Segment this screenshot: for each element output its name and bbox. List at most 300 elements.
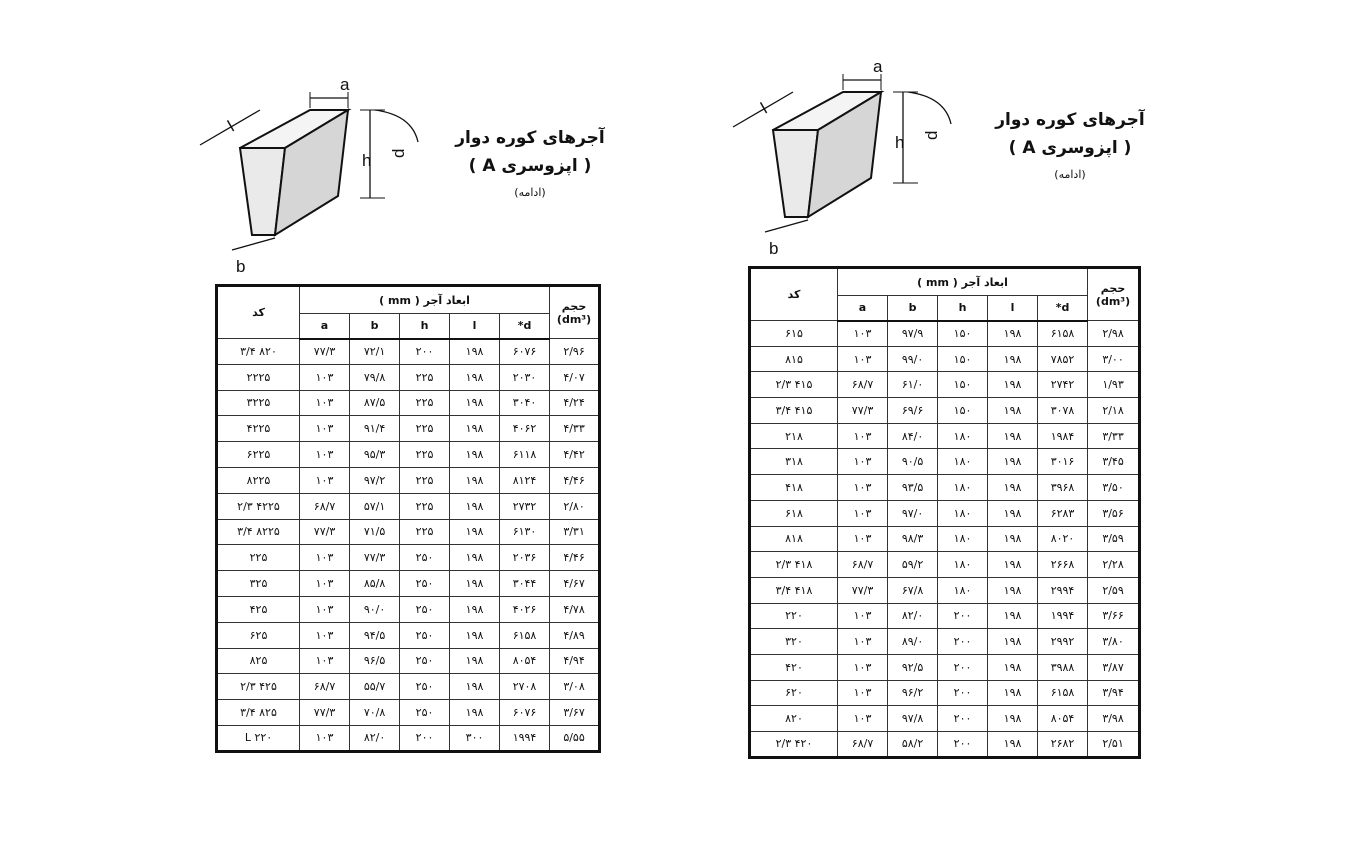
left-brick-table — [215, 284, 601, 753]
cell-h: ۱۸۰ — [938, 526, 988, 552]
dim-label-a: a — [340, 75, 350, 94]
cell-l: ۱۹۸ — [988, 500, 1038, 526]
table-row — [750, 680, 1140, 706]
cell-volume: ۴/۰۷ — [550, 364, 600, 390]
cell-d: ۴۰۲۶ — [500, 596, 550, 622]
cell-d: ۳۹۸۸ — [1038, 654, 1088, 680]
col-header-d: d* — [1038, 296, 1088, 321]
table-row — [750, 500, 1140, 526]
table-row — [750, 526, 1140, 552]
cell-code: ۶۲۲۵ — [217, 442, 300, 468]
cell-b: ۷۹/۸ — [350, 364, 400, 390]
cell-a: ۱۰۳ — [838, 654, 888, 680]
cell-h: ۱۸۰ — [938, 552, 988, 578]
table-row — [750, 629, 1140, 655]
cell-b: ۹۴/۵ — [350, 622, 400, 648]
cell-h: ۲۰۰ — [400, 339, 450, 365]
cell-volume: ۵/۵۵ — [550, 725, 600, 751]
cell-b: ۹۶/۲ — [888, 680, 938, 706]
table-row — [750, 372, 1140, 398]
cell-code: ۲۲۰ L — [217, 725, 300, 751]
cell-b: ۵۹/۲ — [888, 552, 938, 578]
cell-a: ۱۰۳ — [838, 706, 888, 732]
cell-l: ۱۹۸ — [988, 398, 1038, 424]
table-row — [750, 423, 1140, 449]
cell-code: ۸۲۲۵ — [217, 467, 300, 493]
dim-label-d: d — [922, 130, 941, 140]
cell-b: ۹۶/۵ — [350, 648, 400, 674]
cell-l: ۱۹۸ — [988, 526, 1038, 552]
cell-a: ۷۷/۳ — [300, 700, 350, 726]
right-title-block — [980, 110, 1160, 181]
cell-l: ۱۹۸ — [988, 475, 1038, 501]
cell-l: ۱۹۸ — [988, 577, 1038, 603]
col-header-l: l — [988, 296, 1038, 321]
cell-a: ۱۰۳ — [838, 346, 888, 372]
right-title: آجرهای کوره دوار — [995, 110, 1145, 130]
col-header-h: h — [938, 296, 988, 321]
table-row — [217, 622, 600, 648]
cell-d: ۶۱۵۸ — [1038, 321, 1088, 347]
cell-h: ۲۰۰ — [400, 725, 450, 751]
cell-code: ۸۲۵ ۳/۴ — [217, 700, 300, 726]
cell-l: ۱۹۸ — [450, 339, 500, 365]
col-header-h: h — [400, 314, 450, 339]
cell-code: ۸۲۰ ۳/۴ — [217, 339, 300, 365]
cell-volume: ۳/۸۷ — [1088, 654, 1140, 680]
cell-b: ۵۵/۷ — [350, 674, 400, 700]
cell-b: ۶۷/۸ — [888, 577, 938, 603]
cell-d: ۸۰۵۴ — [500, 648, 550, 674]
table-row — [217, 519, 600, 545]
cell-l: ۱۹۸ — [450, 596, 500, 622]
cell-code: ۸۲۲۵ ۳/۴ — [217, 519, 300, 545]
cell-h: ۲۰۰ — [938, 732, 988, 758]
cell-d: ۲۷۴۲ — [1038, 372, 1088, 398]
cell-d: ۸۰۲۰ — [1038, 526, 1088, 552]
cell-a: ۱۰۳ — [838, 680, 888, 706]
cell-d: ۷۸۵۲ — [1038, 346, 1088, 372]
cell-volume: ۲/۹۸ — [1088, 321, 1140, 347]
table-row — [217, 493, 600, 519]
cell-h: ۲۵۰ — [400, 622, 450, 648]
cell-h: ۲۲۵ — [400, 390, 450, 416]
cell-b: ۹۱/۴ — [350, 416, 400, 442]
cell-l: ۱۹۸ — [988, 372, 1038, 398]
cell-a: ۱۰۳ — [300, 648, 350, 674]
table-row — [750, 321, 1140, 347]
cell-b: ۷۷/۳ — [350, 545, 400, 571]
cell-volume: ۳/۴۵ — [1088, 449, 1140, 475]
cell-h: ۲۰۰ — [938, 654, 988, 680]
cell-d: ۶۱۱۸ — [500, 442, 550, 468]
cell-volume: ۲/۱۸ — [1088, 398, 1140, 424]
cell-code: ۴۱۸ ۲/۳ — [750, 552, 838, 578]
cell-volume: ۴/۲۴ — [550, 390, 600, 416]
left-title-block — [440, 128, 620, 199]
col-header-d: d* — [500, 314, 550, 339]
cell-h: ۲۲۵ — [400, 416, 450, 442]
cell-l: ۱۹۸ — [450, 519, 500, 545]
cell-code: ۲۲۵ — [217, 545, 300, 571]
left-continued-note: (ادامه) — [514, 186, 546, 199]
cell-code: ۴۲۲۵ — [217, 416, 300, 442]
cell-code: ۳۱۸ — [750, 449, 838, 475]
cell-d: ۲۹۹۲ — [1038, 629, 1088, 655]
cell-a: ۱۰۳ — [838, 526, 888, 552]
cell-l: ۱۹۸ — [450, 622, 500, 648]
col-header-b: b — [888, 296, 938, 321]
cell-b: ۵۷/۱ — [350, 493, 400, 519]
cell-l: ۱۹۸ — [988, 423, 1038, 449]
cell-d: ۸۰۵۴ — [1038, 706, 1088, 732]
cell-volume: ۴/۴۲ — [550, 442, 600, 468]
cell-d: ۱۹۹۴ — [1038, 603, 1088, 629]
cell-l: ۱۹۸ — [450, 674, 500, 700]
cell-b: ۵۸/۲ — [888, 732, 938, 758]
cell-volume: ۳/۵۹ — [1088, 526, 1140, 552]
cell-b: ۹۰/۰ — [350, 596, 400, 622]
cell-d: ۲۰۳۶ — [500, 545, 550, 571]
cell-l: ۱۹۸ — [450, 493, 500, 519]
cell-d: ۶۰۷۶ — [500, 339, 550, 365]
cell-code: ۶۲۰ — [750, 680, 838, 706]
right-subtitle: ( اپزوسری A ) — [1008, 138, 1132, 158]
dim-label-l: l — [757, 99, 771, 118]
cell-l: ۱۹۸ — [450, 364, 500, 390]
cell-a: ۱۰۳ — [300, 467, 350, 493]
cell-l: ۱۹۸ — [450, 442, 500, 468]
cell-volume: ۳/۶۶ — [1088, 603, 1140, 629]
cell-h: ۲۵۰ — [400, 700, 450, 726]
cell-a: ۱۰۳ — [838, 449, 888, 475]
cell-l: ۱۹۸ — [988, 449, 1038, 475]
cell-b: ۹۰/۵ — [888, 449, 938, 475]
table-row — [217, 390, 600, 416]
table-row — [750, 577, 1140, 603]
cell-d: ۶۰۷۶ — [500, 700, 550, 726]
cell-code: ۶۱۵ — [750, 321, 838, 347]
cell-h: ۲۵۰ — [400, 674, 450, 700]
cell-b: ۷۲/۱ — [350, 339, 400, 365]
cell-d: ۶۲۸۳ — [1038, 500, 1088, 526]
cell-a: ۱۰۳ — [300, 390, 350, 416]
cell-b: ۸۲/۰ — [888, 603, 938, 629]
cell-code: ۳۲۵ — [217, 571, 300, 597]
volume-header: حجم (dm³) — [1088, 268, 1140, 321]
cell-h: ۲۵۰ — [400, 648, 450, 674]
cell-volume: ۳/۶۷ — [550, 700, 600, 726]
cell-h: ۱۸۰ — [938, 423, 988, 449]
table-row — [217, 416, 600, 442]
cell-h: ۲۰۰ — [938, 680, 988, 706]
cell-code: ۶۲۵ — [217, 622, 300, 648]
cell-volume: ۴/۴۶ — [550, 467, 600, 493]
col-header-b: b — [350, 314, 400, 339]
cell-h: ۱۸۰ — [938, 500, 988, 526]
cell-l: ۱۹۸ — [450, 571, 500, 597]
cell-l: ۱۹۸ — [988, 603, 1038, 629]
cell-code: ۸۲۰ — [750, 706, 838, 732]
cell-h: ۲۰۰ — [938, 706, 988, 732]
cell-a: ۱۰۳ — [838, 629, 888, 655]
brick-diagram-right — [725, 55, 965, 265]
dim-label-a: a — [873, 57, 883, 76]
table-row — [750, 475, 1140, 501]
cell-code: ۴۲۰ ۲/۳ — [750, 732, 838, 758]
table-row — [217, 700, 600, 726]
table-row — [217, 648, 600, 674]
cell-volume: ۲/۵۹ — [1088, 577, 1140, 603]
table-row — [217, 545, 600, 571]
cell-l: ۱۹۸ — [988, 732, 1038, 758]
cell-d: ۳۰۱۶ — [1038, 449, 1088, 475]
cell-code: ۴۲۰ — [750, 654, 838, 680]
cell-code: ۳۲۲۵ — [217, 390, 300, 416]
cell-d: ۴۰۶۲ — [500, 416, 550, 442]
code-header: کد — [217, 286, 300, 339]
cell-l: ۳۰۰ — [450, 725, 500, 751]
cell-d: ۶۱۵۸ — [1038, 680, 1088, 706]
cell-volume: ۴/۶۷ — [550, 571, 600, 597]
cell-code: ۸۲۵ — [217, 648, 300, 674]
cell-d: ۲۷۳۲ — [500, 493, 550, 519]
dim-label-d: d — [389, 148, 408, 158]
dim-label-b: b — [236, 257, 246, 276]
cell-d: ۲۶۶۸ — [1038, 552, 1088, 578]
cell-a: ۶۸/۷ — [838, 372, 888, 398]
col-header-a: a — [300, 314, 350, 339]
cell-l: ۱۹۸ — [450, 390, 500, 416]
cell-h: ۱۸۰ — [938, 475, 988, 501]
cell-b: ۸۵/۸ — [350, 571, 400, 597]
table-row — [750, 552, 1140, 578]
cell-a: ۱۰۳ — [300, 725, 350, 751]
cell-l: ۱۹۸ — [450, 700, 500, 726]
cell-volume: ۳/۰۸ — [550, 674, 600, 700]
col-header-l: l — [450, 314, 500, 339]
cell-volume: ۳/۵۰ — [1088, 475, 1140, 501]
cell-a: ۱۰۳ — [300, 622, 350, 648]
cell-volume: ۳/۹۸ — [1088, 706, 1140, 732]
cell-code: ۴۱۵ ۲/۳ — [750, 372, 838, 398]
cell-b: ۶۱/۰ — [888, 372, 938, 398]
cell-b: ۶۹/۶ — [888, 398, 938, 424]
dim-label-b: b — [769, 239, 779, 258]
cell-h: ۲۲۵ — [400, 467, 450, 493]
cell-h: ۲۲۵ — [400, 519, 450, 545]
table-row — [217, 674, 600, 700]
dimensions-header: ابعاد آجر ( mm ) — [300, 286, 550, 314]
cell-a: ۱۰۳ — [838, 475, 888, 501]
cell-d: ۸۱۲۴ — [500, 467, 550, 493]
right-continued-note: (ادامه) — [1054, 168, 1086, 181]
cell-l: ۱۹۸ — [988, 706, 1038, 732]
table-row — [217, 467, 600, 493]
cell-a: ۱۰۳ — [300, 596, 350, 622]
left-subtitle: ( اپزوسری A ) — [468, 156, 592, 176]
cell-a: ۱۰۳ — [838, 603, 888, 629]
cell-d: ۲۹۹۴ — [1038, 577, 1088, 603]
table-row — [750, 654, 1140, 680]
table-row — [750, 398, 1140, 424]
cell-a: ۱۰۳ — [300, 571, 350, 597]
cell-code: ۴۲۵ ۲/۳ — [217, 674, 300, 700]
cell-h: ۱۵۰ — [938, 321, 988, 347]
cell-a: ۱۰۳ — [300, 416, 350, 442]
cell-h: ۲۲۵ — [400, 364, 450, 390]
cell-volume: ۲/۹۶ — [550, 339, 600, 365]
cell-b: ۹۸/۳ — [888, 526, 938, 552]
cell-code: ۲۲۰ — [750, 603, 838, 629]
cell-a: ۷۷/۳ — [838, 398, 888, 424]
cell-d: ۳۰۴۴ — [500, 571, 550, 597]
cell-volume: ۳/۰۰ — [1088, 346, 1140, 372]
cell-d: ۶۱۳۰ — [500, 519, 550, 545]
cell-b: ۷۱/۵ — [350, 519, 400, 545]
cell-d: ۳۰۴۰ — [500, 390, 550, 416]
cell-h: ۱۵۰ — [938, 372, 988, 398]
cell-h: ۱۵۰ — [938, 346, 988, 372]
cell-l: ۱۹۸ — [988, 346, 1038, 372]
table-row — [750, 732, 1140, 758]
cell-h: ۲۲۵ — [400, 442, 450, 468]
cell-a: ۶۸/۷ — [300, 674, 350, 700]
cell-h: ۲۰۰ — [938, 629, 988, 655]
cell-b: ۸۷/۵ — [350, 390, 400, 416]
cell-d: ۳۰۷۸ — [1038, 398, 1088, 424]
cell-b: ۹۷/۰ — [888, 500, 938, 526]
cell-volume: ۴/۴۶ — [550, 545, 600, 571]
cell-d: ۶۱۵۸ — [500, 622, 550, 648]
cell-l: ۱۹۸ — [450, 467, 500, 493]
cell-volume: ۴/۷۸ — [550, 596, 600, 622]
table-row — [217, 571, 600, 597]
table-row — [217, 364, 600, 390]
dim-label-h: h — [362, 151, 372, 170]
cell-b: ۸۲/۰ — [350, 725, 400, 751]
cell-l: ۱۹۸ — [988, 552, 1038, 578]
cell-h: ۲۲۵ — [400, 493, 450, 519]
cell-volume: ۴/۸۹ — [550, 622, 600, 648]
cell-b: ۹۲/۵ — [888, 654, 938, 680]
cell-d: ۱۹۹۴ — [500, 725, 550, 751]
table-row — [217, 596, 600, 622]
cell-l: ۱۹۸ — [988, 629, 1038, 655]
col-header-a: a — [838, 296, 888, 321]
dim-label-l: l — [224, 117, 238, 136]
cell-h: ۲۵۰ — [400, 596, 450, 622]
cell-b: ۹۳/۵ — [888, 475, 938, 501]
cell-code: ۴۲۲۵ ۲/۳ — [217, 493, 300, 519]
cell-h: ۲۰۰ — [938, 603, 988, 629]
cell-l: ۱۹۸ — [450, 416, 500, 442]
cell-volume: ۲/۸۰ — [550, 493, 600, 519]
table-row — [750, 603, 1140, 629]
cell-a: ۷۷/۳ — [300, 339, 350, 365]
cell-a: ۶۸/۷ — [838, 732, 888, 758]
cell-b: ۷۰/۸ — [350, 700, 400, 726]
left-title: آجرهای کوره دوار — [455, 128, 605, 148]
cell-a: ۷۷/۳ — [300, 519, 350, 545]
cell-d: ۲۰۳۰ — [500, 364, 550, 390]
cell-l: ۱۹۸ — [988, 321, 1038, 347]
cell-volume: ۳/۳۳ — [1088, 423, 1140, 449]
cell-b: ۹۷/۲ — [350, 467, 400, 493]
cell-h: ۲۵۰ — [400, 545, 450, 571]
cell-code: ۴۲۵ — [217, 596, 300, 622]
dim-label-h: h — [895, 133, 905, 152]
cell-a: ۶۸/۷ — [838, 552, 888, 578]
cell-code: ۶۱۸ — [750, 500, 838, 526]
cell-h: ۲۵۰ — [400, 571, 450, 597]
cell-a: ۱۰۳ — [838, 321, 888, 347]
cell-volume: ۳/۳۱ — [550, 519, 600, 545]
table-row — [750, 449, 1140, 475]
cell-h: ۱۸۰ — [938, 449, 988, 475]
cell-d: ۱۹۸۴ — [1038, 423, 1088, 449]
cell-a: ۱۰۳ — [300, 442, 350, 468]
cell-a: ۱۰۳ — [838, 500, 888, 526]
right-table-body — [750, 321, 1140, 758]
cell-l: ۱۹۸ — [450, 545, 500, 571]
brick-diagram-left — [190, 70, 430, 280]
cell-a: ۱۰۳ — [838, 423, 888, 449]
cell-volume: ۲/۲۸ — [1088, 552, 1140, 578]
cell-b: ۹۷/۹ — [888, 321, 938, 347]
cell-b: ۹۵/۳ — [350, 442, 400, 468]
cell-volume: ۱/۹۳ — [1088, 372, 1140, 398]
dimensions-header: ابعاد آجر ( mm ) — [838, 268, 1088, 296]
code-header: کد — [750, 268, 838, 321]
cell-h: ۱۸۰ — [938, 577, 988, 603]
cell-code: ۴۱۸ — [750, 475, 838, 501]
cell-b: ۹۷/۸ — [888, 706, 938, 732]
cell-a: ۱۰۳ — [300, 545, 350, 571]
cell-b: ۸۹/۰ — [888, 629, 938, 655]
cell-volume: ۳/۵۶ — [1088, 500, 1140, 526]
cell-l: ۱۹۸ — [988, 654, 1038, 680]
left-table-body — [217, 339, 600, 752]
cell-b: ۸۴/۰ — [888, 423, 938, 449]
cell-a: ۷۷/۳ — [838, 577, 888, 603]
cell-code: ۴۱۵ ۳/۴ — [750, 398, 838, 424]
cell-d: ۲۷۰۸ — [500, 674, 550, 700]
cell-d: ۲۶۸۲ — [1038, 732, 1088, 758]
cell-l: ۱۹۸ — [450, 648, 500, 674]
cell-volume: ۴/۹۴ — [550, 648, 600, 674]
table-row — [217, 725, 600, 751]
table-row — [750, 346, 1140, 372]
cell-code: ۸۱۸ — [750, 526, 838, 552]
cell-code: ۳۲۰ — [750, 629, 838, 655]
cell-a: ۱۰۳ — [300, 364, 350, 390]
cell-h: ۱۵۰ — [938, 398, 988, 424]
cell-d: ۳۹۶۸ — [1038, 475, 1088, 501]
table-row — [217, 442, 600, 468]
cell-volume: ۲/۵۱ — [1088, 732, 1140, 758]
cell-code: ۲۱۸ — [750, 423, 838, 449]
cell-code: ۲۲۲۵ — [217, 364, 300, 390]
cell-volume: ۴/۳۳ — [550, 416, 600, 442]
table-row — [750, 706, 1140, 732]
right-brick-table — [748, 266, 1141, 759]
cell-code: ۴۱۸ ۳/۴ — [750, 577, 838, 603]
cell-a: ۶۸/۷ — [300, 493, 350, 519]
cell-b: ۹۹/۰ — [888, 346, 938, 372]
cell-code: ۸۱۵ — [750, 346, 838, 372]
cell-volume: ۳/۸۰ — [1088, 629, 1140, 655]
